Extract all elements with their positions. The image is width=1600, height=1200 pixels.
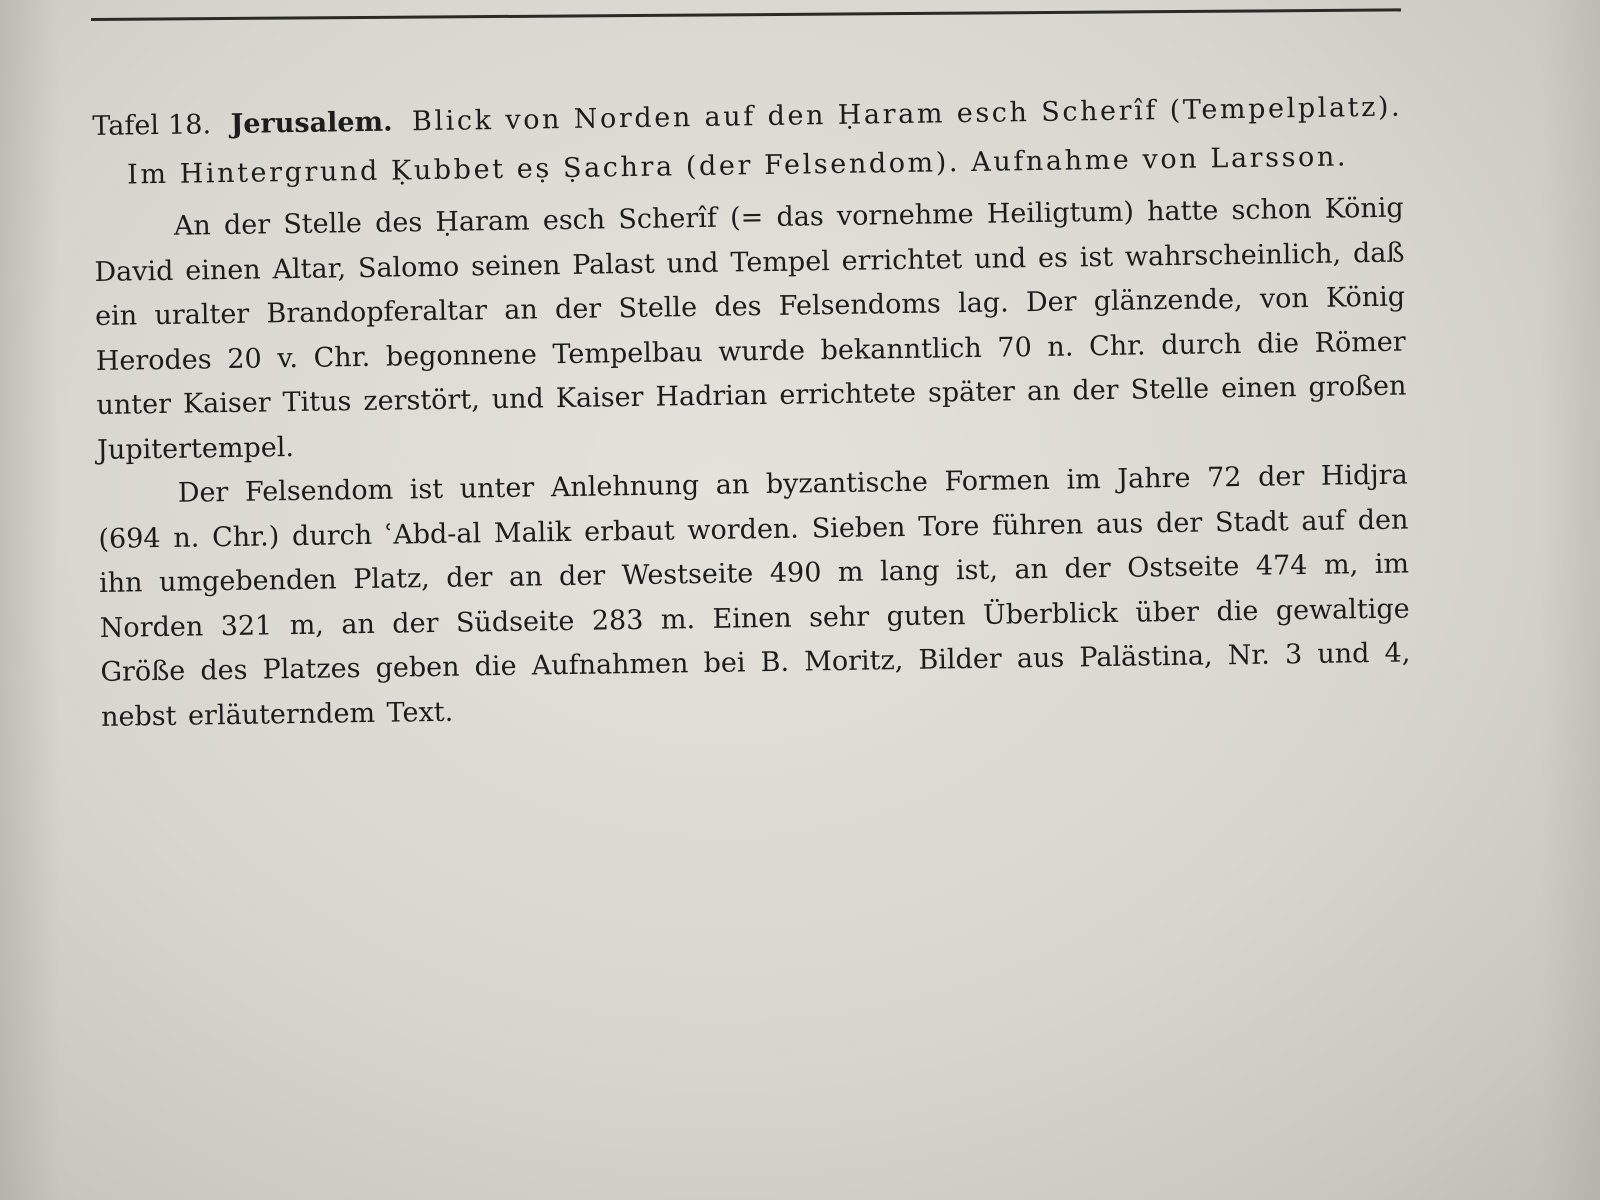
page-shadow-right — [1540, 0, 1600, 1200]
plate-description: Blick von Norden auf den Ḥaram esch Scherîf (Tempelplatz). Im Hintergrund Ḳubbet eṣ Ṣachra (der Felsendom). Aufnahme von Larsson. — [126, 91, 1403, 191]
body-paragraph-1: An der Stelle des Ḥaram esch Scherîf (= das vornehme Heiligtum) hatte schon König David einen Altar, Salomo seinen Palast und Tempel errichtet und es ist wahrscheinlich, daß ein uralter Brandopferaltar an der Stelle des Felsendoms lag. Der glänzende, von König Herodes 20 v. Chr. begonnene Tempelbau wurde bekanntlich 70 n. Chr. durch die Römer unter Kaiser Titus zerstört, und Kaiser Hadrian errichtete später an der Stelle einen großen Jupitertempel. — [94, 192, 1407, 466]
plate-place: Jerusalem. — [230, 106, 393, 140]
text-block — [92, 83, 1411, 740]
header-rule — [91, 8, 1401, 21]
plate-label: Tafel 18. — [92, 109, 212, 142]
page-shadow-left — [0, 0, 60, 1200]
body-paragraph-2: Der Felsendom ist unter Anlehnung an byzantische Formen im Jahre 72 der Hidjra (694 n. Chr.) durch ʿAbd-al Malik erbaut worden. Sieben Tore führen aus der Stadt auf den ihn umgebenden Platz, der an der Westseite 490 m lang ist, an der Ostseite 474 m, im Norden 321 m, an der Südseite 283 m. Einen sehr guten Überblick über die gewaltige Größe des Platzes geben die Aufnahmen bei B. Moritz, Bilder aus Palästina, Nr. 3 und 4, nebst erläuterndem Text. — [98, 459, 1411, 733]
plate-caption — [92, 83, 1403, 200]
